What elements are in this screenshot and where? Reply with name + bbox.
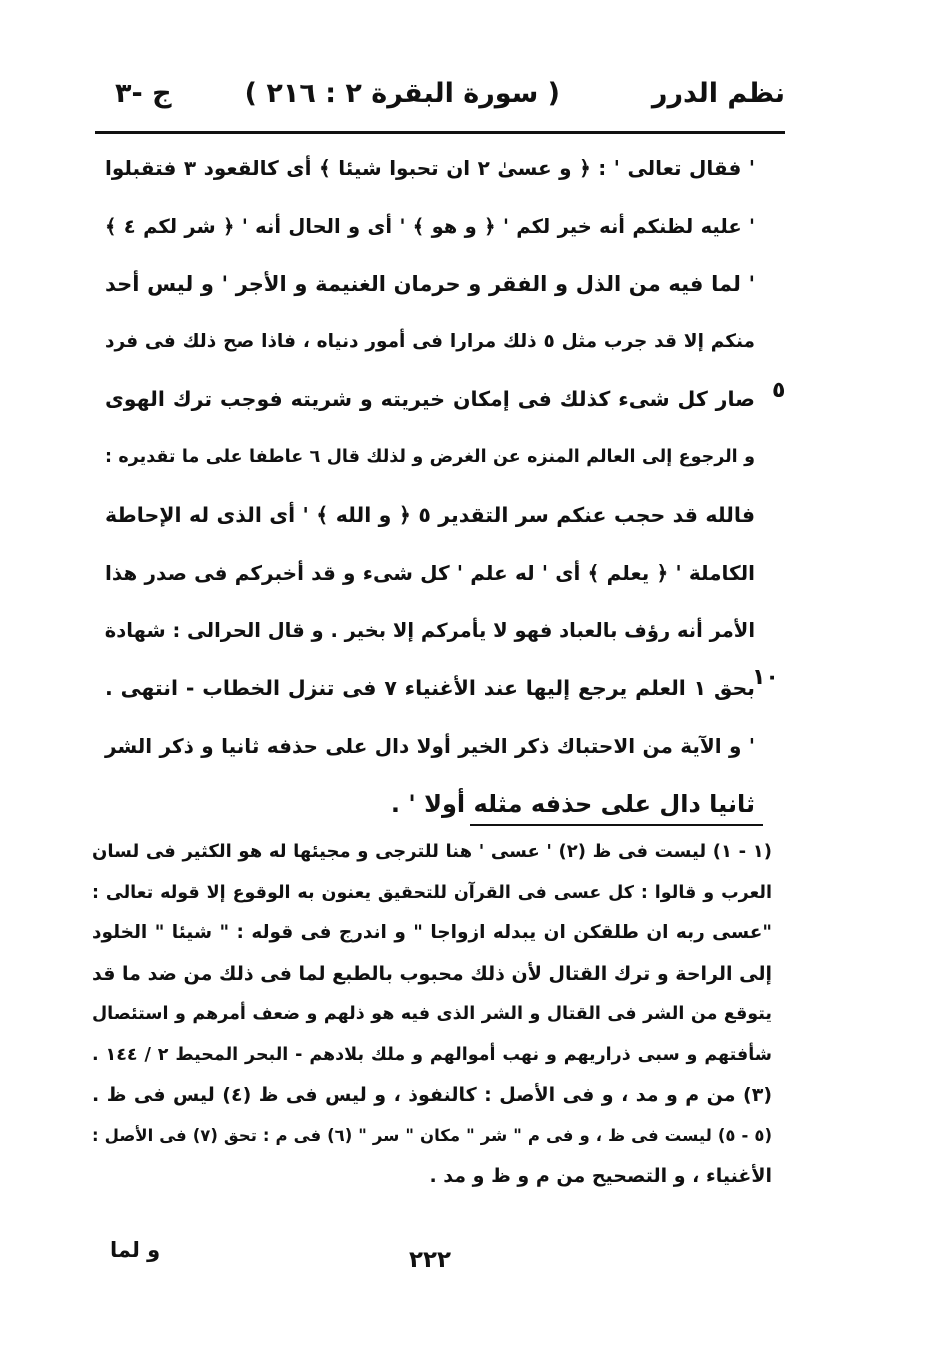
surah-reference: ( سورة البقرة ٢ : ٢١٦ ) (244, 78, 560, 109)
text-line: ' و الآية من الاحتباك ذكر الخير أولا دال على حذفه ثانيا و ذكر الشر (105, 733, 755, 758)
volume-number: ج -٣ (115, 78, 172, 109)
footnote-line: "عسى ربه ان طلقكن ان يبدله ازواجا " و اندرج فى قوله : " شيئا " الخلود (92, 922, 772, 943)
text-line: الكاملة ' ﴿ يعلم ﴾ أى ' له علم ' كل شىء و قد أخبركم فى صدر هذا (105, 560, 755, 585)
header-rule (95, 131, 785, 134)
footnotes (92, 832, 772, 1197)
text-line: صار كل شىء كذلك فى إمكان خيريته و شريته فوجب ترك الهوى (105, 387, 755, 412)
text-line: الأمر أنه رؤف بالعباد فهو لا يأمركم إلا بخير . و قال الحرالى : شهادة (104, 619, 755, 643)
text-line: ثانيا دال على حذفه مثله أولا ' . (390, 789, 755, 818)
line-number-5: ٥ (772, 378, 786, 403)
footnote-rule (470, 824, 763, 826)
footnote-line: العرب و قالوا : كل عسى فى القرآن للتحقيق يعنون به الوقوع إلا قوله تعالى : (92, 882, 772, 903)
text-line: ' عليه لظنكم أنه خير لكم ' ﴿ و هو ﴾ ' أى و الحال أنه ' ﴿ شر لكم ٤ ﴾ (105, 214, 755, 238)
line-number-10: ١٠ (752, 665, 779, 690)
page-number: ٢٢٢ (408, 1247, 452, 1273)
footnote-line: (١ - ١) ليست فى ظ (٢) ' عسى ' هنا للترجى و مجيئها له هو الكثير فى لسان (92, 841, 772, 862)
book-title: نظم الدرر (651, 78, 785, 109)
text-line: و الرجوع إلى العالم المنزه عن الغرض و لذلك قال ٦ عاطفا على ما تقديره : (105, 446, 755, 467)
footnote-line: (٣) من م و مد ، و فى الأصل : كالنفوذ ، و ليس فى ظ (٤) ليس فى ظ . (92, 1084, 772, 1106)
text-line: بحق ١ العلم يرجع إليها عند الأغنياء ٧ فى تنزل الخطاب - انتهى . (105, 676, 755, 701)
running-header (95, 78, 785, 118)
text-line: منكم إلا قد جرب مثل ٥ ذلك مرارا فى أمور دنياه ، فاذا صح ذلك فى فرد (105, 331, 756, 353)
footnote-line: الأغنياء ، و التصحيح من م و ظ و مد . (429, 1165, 772, 1187)
text-line: فالله قد حجب عنكم سر التقدير ٥ ﴿ و الله ﴾ ' أى الذى له الإحاطة (105, 502, 756, 527)
footnote-line: (٥ - ٥) ليست فى ظ ، و فى م " شر " مكان " سر " (٦) فى م : تحق (٧) فى الأصل : (92, 1125, 772, 1145)
footnote-line: يتوقع من الشر فى القتال و الشر الذى فيه هو ذلهم و ضعف أمرهم و استئصال (92, 1004, 772, 1024)
footnote-line: إلى الراحة و ترك القتال لأن ذلك محبوب بالطبع لما فى ذلك من ضد ما قد (92, 962, 772, 985)
main-text (105, 140, 755, 834)
catchword: و لما (110, 1238, 161, 1262)
text-line: ' لما فيه من الذل و الفقر و حرمان الغنيمة و الأجر ' و ليس أحد (105, 271, 755, 296)
footnote-line: شأفتهم و سبى ذراريهم و نهب أموالهم و ملك بلادهم - البحر المحيط ٢ / ١٤٤ . (92, 1044, 772, 1065)
text-line: ' فقال تعالى ' : ﴿ و عسىٰ ٢ ان تحبوا شيئا ﴾ أى كالقعود ٣ فتقبلوا (105, 156, 755, 180)
